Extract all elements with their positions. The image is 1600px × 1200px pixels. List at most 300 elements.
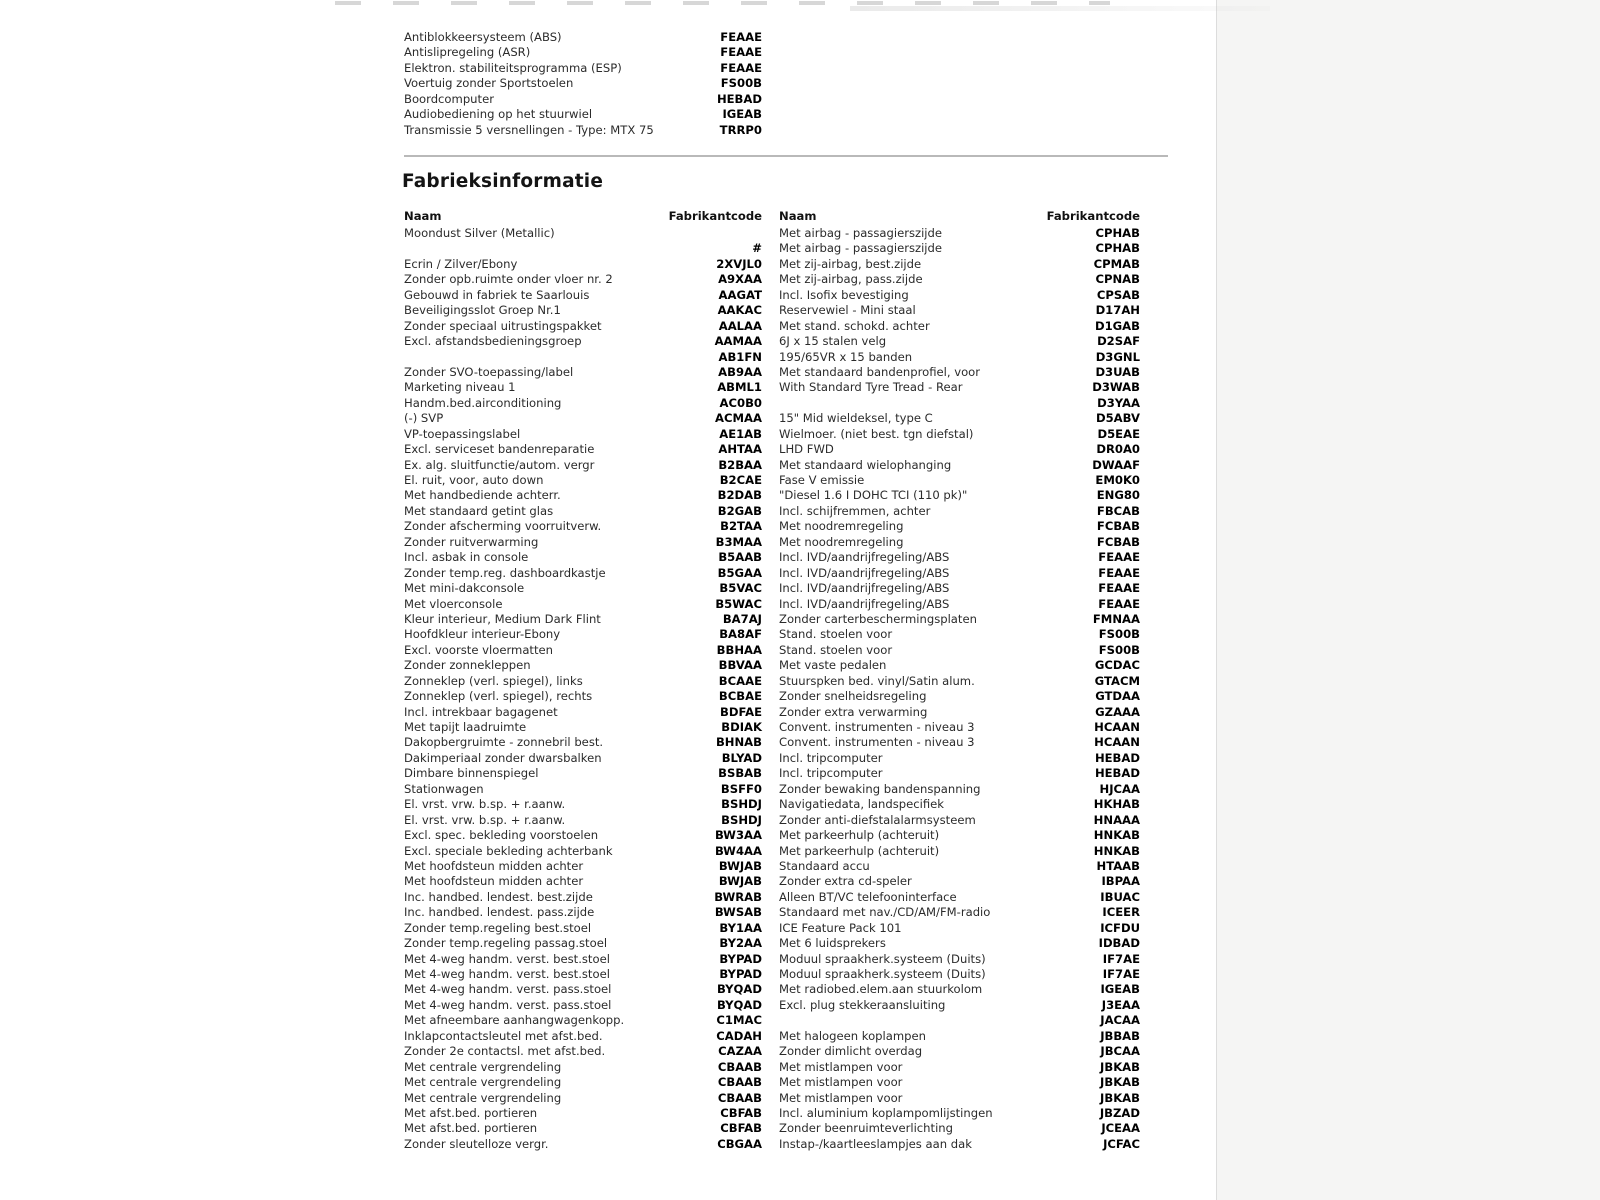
option-code-right: HNAAA <box>1093 812 1140 827</box>
column-gap <box>762 257 779 272</box>
option-name-left: Zonder temp.regeling passag.stoel <box>404 936 608 951</box>
option-name-right: Met standaard bandenprofiel, voor <box>779 364 981 379</box>
option-name-left: Incl. intrekbaar bagagenet <box>404 704 558 719</box>
column-gap <box>762 952 779 967</box>
option-code-left: BDFAE <box>720 704 762 719</box>
column-gap <box>762 550 779 565</box>
table-row <box>404 643 1140 658</box>
option-code-left: BCAAE <box>718 673 762 688</box>
option-code-left: B5AAB <box>718 550 762 565</box>
option-code-left: AB9AA <box>718 364 762 379</box>
option-name-right: 6J x 15 stalen velg <box>779 334 887 349</box>
table-row <box>404 581 1140 596</box>
table-row <box>404 488 1140 503</box>
column-gap <box>762 350 779 365</box>
option-code-right: HCAAN <box>1094 735 1140 750</box>
factory-information-table <box>404 226 1140 1152</box>
option-code: HEBAD <box>716 91 762 106</box>
option-name-right: Incl. IVD/aandrijfregeling/ABS <box>779 581 950 596</box>
column-gap <box>762 411 779 426</box>
option-name-left: Ex. alg. sluitfunctie/autom. vergr <box>404 457 595 472</box>
table-row <box>404 797 1140 812</box>
option-code-right: EM0K0 <box>1095 473 1140 487</box>
column-gap <box>762 566 779 581</box>
option-name-right: Incl. IVD/aandrijfregeling/ABS <box>779 565 950 580</box>
column-gap <box>762 1137 779 1152</box>
option-code-right: HJCAA <box>1099 781 1140 796</box>
option-name-right <box>779 396 1045 411</box>
option-code-right: IGEAB <box>1100 982 1140 997</box>
option-code-left: CADAH <box>716 1028 762 1043</box>
option-name-right: Zonder extra cd-speler <box>779 874 912 889</box>
option-code-right: HNKAB <box>1093 828 1140 843</box>
table-row <box>404 720 1140 735</box>
table-row <box>404 396 1140 411</box>
option-code-right: D3WAB <box>1092 380 1140 395</box>
option-name-left: Moondust Silver (Metallic) <box>404 226 555 240</box>
column-gap <box>762 504 779 519</box>
option-name-left <box>404 350 662 365</box>
option-code-right: HKHAB <box>1093 797 1140 812</box>
option-code-right: D3GNL <box>1095 349 1140 364</box>
table-row <box>404 998 1140 1013</box>
column-gap <box>762 319 779 334</box>
option-name: Audiobediening op het stuurwiel <box>404 107 593 122</box>
column-gap <box>762 674 779 689</box>
option-code-left: AHTAA <box>718 442 762 457</box>
table-row <box>404 1013 1140 1028</box>
column-gap <box>762 365 779 380</box>
option-name-right: Met parkeerhulp (achteruit) <box>779 828 940 843</box>
equipment-summary-list <box>404 30 762 138</box>
option-code-left: BBVAA <box>718 658 762 673</box>
option-name-left: Beveiligingsslot Groep Nr.1 <box>404 303 561 318</box>
option-code-left: C1MAC <box>716 1013 762 1028</box>
option-code-right: GZAAA <box>1095 704 1140 719</box>
option-name-right: Standaard met nav./CD/AM/FM-radio <box>779 905 991 920</box>
table-row <box>404 658 1140 673</box>
column-gap <box>762 766 779 781</box>
summary-row <box>404 107 762 122</box>
option-name-left: Hoofdkleur interieur-Ebony <box>404 627 561 642</box>
table-row <box>404 550 1140 565</box>
column-gap <box>762 982 779 997</box>
option-code-left: BYPAD <box>719 951 762 966</box>
option-code-left: BW3AA <box>714 828 762 843</box>
column-gap <box>762 643 779 658</box>
option-name-left: Met handbediende achterr. <box>404 488 561 503</box>
option-code: FS00B <box>720 76 762 91</box>
summary-row <box>404 123 762 138</box>
table-row <box>404 380 1140 395</box>
option-code-left: # <box>752 241 762 256</box>
column-gap <box>762 1121 779 1136</box>
option-code-right: GTDAA <box>1095 689 1140 704</box>
table-row <box>404 1075 1140 1090</box>
column-gap <box>762 535 779 550</box>
table-row <box>404 890 1140 905</box>
summary-row <box>404 61 762 76</box>
option-name-right: 15" Mid wieldeksel, type C <box>779 411 933 426</box>
option-name-right: Met zij-airbag, best.zijde <box>779 256 922 271</box>
table-row <box>404 936 1140 951</box>
column-gap <box>762 720 779 735</box>
table-row <box>404 504 1140 519</box>
summary-row <box>404 30 762 45</box>
option-code-right: DR0A0 <box>1096 442 1140 457</box>
option-name-right: Zonder extra verwarming <box>779 704 928 719</box>
option-name-right: Met mistlampen voor <box>779 1090 903 1105</box>
table-row <box>404 535 1140 550</box>
column-gap <box>762 612 779 627</box>
summary-row <box>404 76 762 91</box>
option-code-left: BA8AF <box>719 627 762 642</box>
scan-artifact-smear <box>850 6 1270 11</box>
table-row <box>404 952 1140 967</box>
option-code-right: FS00B <box>1098 627 1140 642</box>
option-name-right: Met parkeerhulp (achteruit) <box>779 843 940 858</box>
option-name-right: Instap-/kaartleeslampjes aan dak <box>779 1136 972 1151</box>
table-header <box>404 209 1140 224</box>
option-code-left: CBAAB <box>717 1059 762 1074</box>
option-name-right: Incl. IVD/aandrijfregeling/ABS <box>779 596 950 611</box>
column-gap <box>762 396 779 411</box>
option-code-right: CPHAB <box>1095 241 1140 256</box>
option-code-left: BWSAB <box>714 905 762 920</box>
column-gap <box>762 735 779 750</box>
option-name-left <box>404 241 662 256</box>
option-name-right: Wielmoer. (niet best. tgn diefstal) <box>779 426 974 441</box>
option-code-left: CAZAA <box>718 1044 762 1059</box>
column-gap <box>762 241 779 256</box>
option-name-right: Met airbag - passagierszijde <box>779 226 943 240</box>
option-code-right: J3EAA <box>1101 997 1140 1012</box>
option-name-left: Handm.bed.airconditioning <box>404 395 562 410</box>
table-row <box>404 1106 1140 1121</box>
option-name-right: Incl. Isofix bevestiging <box>779 287 909 302</box>
column-gap <box>762 334 779 349</box>
table-row <box>404 350 1140 365</box>
table-row <box>404 257 1140 272</box>
option-name-left: Excl. spec. bekleding voorstoelen <box>404 828 599 843</box>
summary-row <box>404 92 762 107</box>
option-code-left: B5WAC <box>715 596 762 611</box>
option-code-left: B2CAE <box>719 473 762 487</box>
option-code-right: CPHAB <box>1095 226 1140 240</box>
table-row <box>404 766 1140 781</box>
column-gap <box>762 627 779 642</box>
option-code-left: CBFAB <box>720 1121 762 1136</box>
option-name-left: (-) SVP <box>404 411 444 426</box>
option-name-right: "Diesel 1.6 I DOHC TCI (110 pk)" <box>779 488 968 503</box>
option-name-left: Met 4-weg handm. verst. best.stoel <box>404 967 610 981</box>
option-name-left: Zonneklep (verl. spiegel), rechts <box>404 689 593 704</box>
option-name-left: Zonder opb.ruimte onder vloer nr. 2 <box>404 272 613 287</box>
option-code-left: AAMAA <box>714 334 762 349</box>
column-header-code-left: Fabrikantcode <box>668 209 762 223</box>
option-name-left: Excl. voorste vloermatten <box>404 642 554 657</box>
option-name-left: VP-toepassingslabel <box>404 426 521 441</box>
option-code-right: FCBAB <box>1096 534 1140 549</box>
table-row <box>404 427 1140 442</box>
option-name-right: Stand. stoelen voor <box>779 642 893 657</box>
column-gap <box>762 1013 779 1028</box>
table-row <box>404 921 1140 936</box>
option-name-right: Zonder beenruimteverlichting <box>779 1121 954 1136</box>
option-name-left: Zonder ruitverwarming <box>404 534 539 549</box>
option-code-right: D1GAB <box>1094 318 1140 333</box>
column-gap <box>762 813 779 828</box>
column-gap <box>762 967 779 982</box>
option-name-right: Met radiobed.elem.aan stuurkolom <box>779 982 983 997</box>
option-code: FEAAE <box>720 45 762 60</box>
option-name-left: Met 4-weg handm. verst. best.stoel <box>404 951 610 966</box>
option-name-right: Stuurspken bed. vinyl/Satin alum. <box>779 673 975 688</box>
option-code-left <box>662 226 762 241</box>
column-gap <box>762 209 779 224</box>
column-gap <box>762 1029 779 1044</box>
option-code-right: HEBAD <box>1094 750 1140 765</box>
option-name-left: El. ruit, voor, auto down <box>404 473 544 487</box>
column-gap <box>762 658 779 673</box>
table-row <box>404 442 1140 457</box>
table-row <box>404 1091 1140 1106</box>
option-code-left: BWRAB <box>714 889 762 904</box>
table-row <box>404 473 1140 488</box>
option-name-left: El. vrst. vrw. b.sp. + r.aanw. <box>404 797 566 812</box>
option-name-left: Zonder SVO-toepassing/label <box>404 364 574 379</box>
option-name-right <box>779 1013 1045 1028</box>
option-name-right: Zonder bewaking bandenspanning <box>779 781 981 796</box>
option-code-right: JBKAB <box>1100 1090 1140 1105</box>
option-name-left: Ecrin / Zilver/Ebony <box>404 256 518 271</box>
option-name-right: Moduul spraakherk.systeem (Duits) <box>779 951 986 966</box>
scan-artifact-dashes <box>335 1 1110 5</box>
option-name-left: Zonder sleutelloze vergr. <box>404 1136 549 1151</box>
option-name: Boordcomputer <box>404 91 494 106</box>
table-row <box>404 303 1140 318</box>
option-code-right: FEAAE <box>1098 565 1140 580</box>
option-code-right: FMNAA <box>1092 611 1140 626</box>
column-gap <box>762 1106 779 1121</box>
table-row <box>404 844 1140 859</box>
option-code-left: AE1AB <box>719 426 762 441</box>
option-name-right: Met mistlampen voor <box>779 1075 903 1090</box>
table-row <box>404 874 1140 889</box>
option-code-left: BSHDJ <box>721 797 762 812</box>
option-name-left: Met afst.bed. portieren <box>404 1121 538 1136</box>
option-name-right: Incl. IVD/aandrijfregeling/ABS <box>779 550 950 565</box>
option-code-left: 2XVJL0 <box>716 256 762 271</box>
option-name-left: Zonder temp.reg. dashboardkastje <box>404 565 606 580</box>
option-name-left: Met tapijt laadruimte <box>404 720 527 734</box>
option-code-right: DWAAF <box>1092 457 1140 472</box>
option-name-right: Incl. aluminium koplampomlijstingen <box>779 1105 993 1120</box>
option-code-left: BYPAD <box>719 967 762 981</box>
option-code-right: IDBAD <box>1098 936 1140 951</box>
option-name-right: Incl. tripcomputer <box>779 766 883 781</box>
option-name-left: El. vrst. vrw. b.sp. + r.aanw. <box>404 812 566 827</box>
option-code-right: JCFAC <box>1103 1136 1140 1151</box>
option-code-right: D5ABV <box>1095 411 1140 426</box>
option-code-right: IF7AE <box>1102 967 1140 981</box>
option-code-right: GCDAC <box>1094 658 1140 673</box>
column-gap <box>762 380 779 395</box>
option-name-right: Excl. plug stekkeraansluiting <box>779 997 946 1012</box>
option-name-right: Zonder carterbeschermingsplaten <box>779 611 977 626</box>
option-code-right: IF7AE <box>1102 951 1140 966</box>
column-gap <box>762 705 779 720</box>
option-code-left: CBAAB <box>717 1075 762 1090</box>
table-row <box>404 1060 1140 1075</box>
option-name-left: Excl. serviceset bandenreparatie <box>404 442 595 457</box>
option-name-left: Met afst.bed. portieren <box>404 1105 538 1120</box>
column-gap <box>762 782 779 797</box>
column-gap <box>762 427 779 442</box>
option-code-left: A9XAA <box>718 272 762 287</box>
option-code-right: ICFDU <box>1100 920 1140 935</box>
option-code-left: BSBAB <box>718 766 762 781</box>
option-code-left: BBHAA <box>716 642 762 657</box>
option-code-left: ABML1 <box>717 380 762 395</box>
option-name-left: Met 4-weg handm. verst. pass.stoel <box>404 982 612 997</box>
option-name-left: Inc. handbed. lendest. best.zijde <box>404 889 593 904</box>
table-row <box>404 1029 1140 1044</box>
option-name-right: Alleen BT/VC telefooninterface <box>779 889 957 904</box>
column-gap <box>762 442 779 457</box>
option-code-right: JBBAB <box>1100 1028 1140 1043</box>
option-name: Elektron. stabiliteitsprogramma (ESP) <box>404 60 622 75</box>
table-row <box>404 859 1140 874</box>
option-name-right: Met airbag - passagierszijde <box>779 241 943 256</box>
table-row <box>404 272 1140 287</box>
option-name-right: Zonder anti-diefstalalarmsysteem <box>779 812 976 827</box>
option-code-right: JBKAB <box>1100 1059 1140 1074</box>
option-code-left: CBFAB <box>720 1105 762 1120</box>
option-code-right: D3UAB <box>1095 364 1140 379</box>
option-name-right: Met vaste pedalen <box>779 658 887 673</box>
table-row <box>404 1137 1140 1152</box>
table-row <box>404 967 1140 982</box>
column-gap <box>762 751 779 766</box>
option-name-right: Reservewiel - Mini staal <box>779 303 916 318</box>
option-code-left: B3MAA <box>715 534 762 549</box>
option-name-left: Stationwagen <box>404 781 484 796</box>
table-row <box>404 458 1140 473</box>
option-code: FEAAE <box>720 30 762 44</box>
column-header-name-left: Naam <box>404 209 442 223</box>
option-name-left: Incl. asbak in console <box>404 550 529 565</box>
option-code-left: AAGAT <box>718 287 762 302</box>
option-code-right: D2SAF <box>1097 334 1140 349</box>
option-code-right: HCAAN <box>1094 720 1140 734</box>
column-header-name-right: Naam <box>779 209 817 223</box>
option-code-right: IBPAA <box>1101 874 1140 889</box>
option-name-left: Met mini-dakconsole <box>404 581 525 596</box>
option-code-right: HTAAB <box>1096 858 1140 873</box>
column-gap <box>762 226 779 241</box>
option-code-left: BSFF0 <box>720 781 762 796</box>
option-code-right: D3YAA <box>1097 395 1140 410</box>
option-code-left: BYQAD <box>716 997 762 1012</box>
table-row <box>404 241 1140 256</box>
option-code-right: GTACM <box>1094 673 1140 688</box>
option-code-right: FEAAE <box>1098 581 1140 596</box>
option-code-right: HNKAB <box>1093 843 1140 858</box>
option-name-left: Kleur interieur, Medium Dark Flint <box>404 611 601 626</box>
column-gap <box>762 1060 779 1075</box>
option-code-left: BHNAB <box>715 735 762 750</box>
table-row <box>404 905 1140 920</box>
table-row <box>404 319 1140 334</box>
option-code-left: AB1FN <box>718 349 762 364</box>
option-name-left: Zonder temp.regeling best.stoel <box>404 920 592 935</box>
option-code-left: BY2AA <box>719 936 762 951</box>
option-code-right: CPSAB <box>1096 287 1140 302</box>
option-name: Antiblokkeersysteem (ABS) <box>404 30 562 44</box>
option-name-left: Met centrale vergrendeling <box>404 1090 562 1105</box>
table-row <box>404 226 1140 241</box>
option-code-right: JBKAB <box>1100 1075 1140 1090</box>
table-row <box>404 365 1140 380</box>
option-code-right: JACAA <box>1100 1013 1140 1028</box>
option-name-right: 195/65VR x 15 banden <box>779 349 913 364</box>
option-name-left: Met centrale vergrendeling <box>404 1059 562 1074</box>
column-gap <box>762 890 779 905</box>
option-name: Transmissie 5 versnellingen - Type: MTX 75 <box>404 122 654 137</box>
table-row <box>404 751 1140 766</box>
column-gap <box>762 1091 779 1106</box>
table-row <box>404 288 1140 303</box>
option-name-right: Convent. instrumenten - niveau 3 <box>779 735 975 750</box>
option-name-left: Met standaard getint glas <box>404 503 554 518</box>
option-name-left: Excl. afstandsbedieningsgroep <box>404 334 582 349</box>
option-code-left: BA7AJ <box>722 611 762 626</box>
table-row <box>404 689 1140 704</box>
table-row <box>404 828 1140 843</box>
table-row <box>404 334 1140 349</box>
column-gap <box>762 597 779 612</box>
option-code-right: CPNAB <box>1095 272 1140 287</box>
option-name-left: Inc. handbed. lendest. pass.zijde <box>404 905 595 920</box>
option-code-right: ENG80 <box>1096 488 1140 503</box>
option-code-left: CBGAA <box>717 1136 762 1151</box>
column-gap <box>762 905 779 920</box>
option-code-left: B5VAC <box>719 581 762 596</box>
table-row <box>404 982 1140 997</box>
option-name-right: Moduul spraakherk.systeem (Duits) <box>779 967 986 981</box>
column-gap <box>762 874 779 889</box>
option-name-left: Met 4-weg handm. verst. pass.stoel <box>404 997 612 1012</box>
table-row <box>404 705 1140 720</box>
option-code: FEAAE <box>720 60 762 75</box>
column-gap <box>762 272 779 287</box>
option-code-left: BY1AA <box>719 920 762 935</box>
option-name-right: LHD FWD <box>779 442 834 457</box>
option-name-left: Dakimperiaal zonder dwarsbalken <box>404 750 602 765</box>
column-gap <box>762 581 779 596</box>
option-name-right: Met zij-airbag, pass.zijde <box>779 272 923 287</box>
option-code-left: AALAA <box>718 318 762 333</box>
option-name-right: Navigatiedata, landspecifiek <box>779 797 945 812</box>
column-gap <box>762 859 779 874</box>
option-code-left: BWJAB <box>718 874 762 889</box>
table-row <box>404 566 1140 581</box>
table-row <box>404 813 1140 828</box>
option-code-left: B2GAB <box>717 503 762 518</box>
option-code-left: BCBAE <box>718 689 762 704</box>
option-name-left: Zonder afscherming voorruitverw. <box>404 519 602 534</box>
